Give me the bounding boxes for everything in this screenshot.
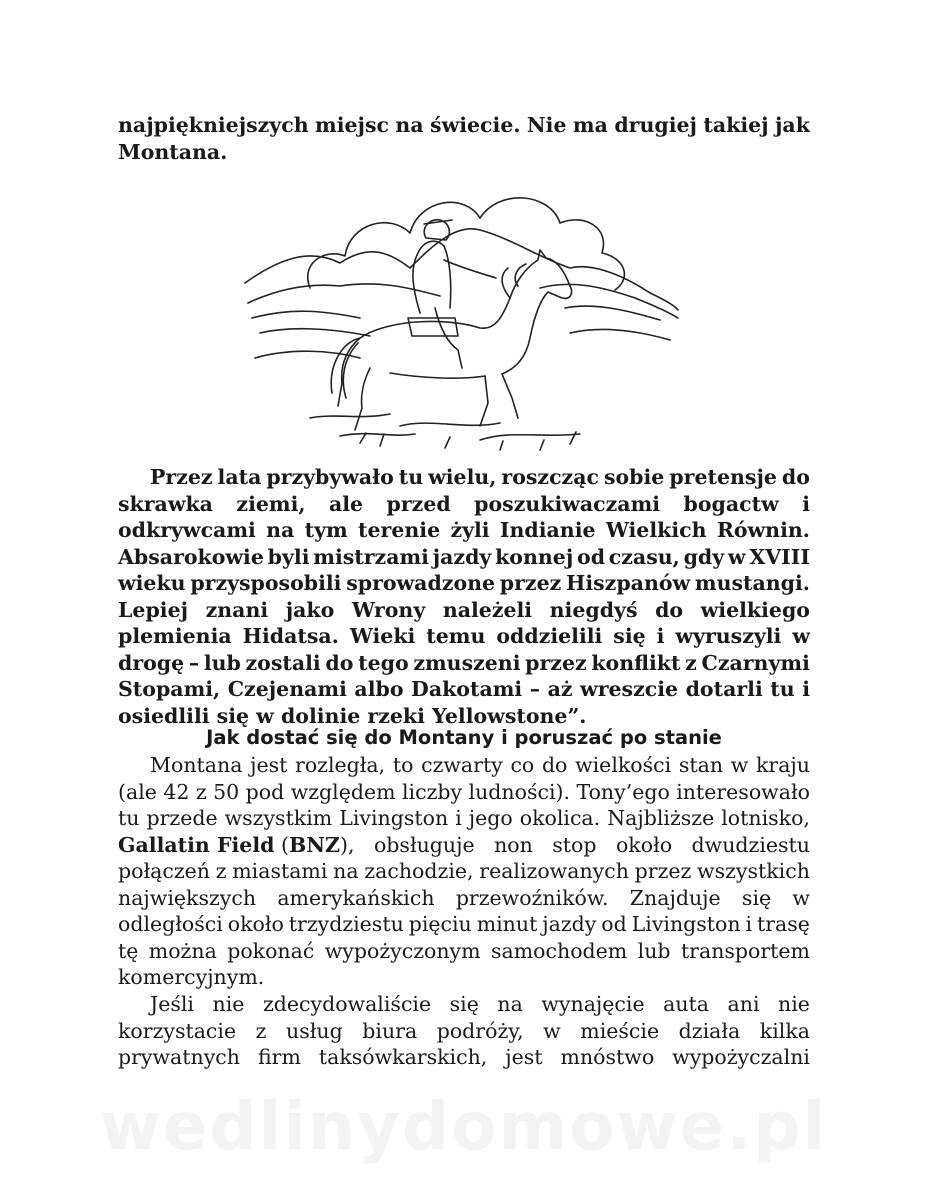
horse-rider-icon — [240, 168, 680, 458]
top-paragraph — [118, 112, 810, 165]
text-line: osiedlili się w dolinie rzeki Yellowstone”. — [118, 703, 587, 728]
text-line: połączeń z miastami na zachodzie, realizowanych przez wszystkich — [118, 859, 810, 883]
text-line: Jeśli nie zdecydowaliście się na wynajęcie auta ani nie — [150, 992, 810, 1016]
paragraph-taxi — [118, 991, 810, 1071]
text-line: drogę – lub zostali do tego zmuszeni przez konflikt z Czarnymi — [118, 650, 810, 675]
section-heading: Jak dostać się do Montany i poruszać po stanie — [206, 726, 722, 749]
text-line: skrawka ziemi, ale przed poszukiwaczami bogactw i — [118, 491, 810, 516]
text-line: Montana jest rozległa, to czwarty co do wielkości stan w kraju — [150, 753, 810, 777]
text-line: (ale 42 z 50 pod względem liczby ludności). Tony’ego interesowało — [118, 779, 810, 804]
text-line: największych amerykańskich przewoźników. Znajduje się w — [118, 885, 810, 910]
text-line: odkrywcami na tym terenie żyli Indianie Wielkich Równin. — [118, 518, 810, 542]
watermark: wedlinydomowe.pl — [99, 1088, 828, 1165]
text-line: Przez lata przybywało tu wielu, roszcząc sobie pretensje do — [150, 465, 810, 489]
paragraph-history — [118, 464, 810, 729]
text-line: tę można pokonać wypożyczonym samochodem lub transportem — [118, 938, 810, 963]
text-line: odległości około trzydziestu pięciu minut jazdy od Livingston i trasę — [118, 912, 810, 936]
text-line: tu przede wszystkim Livingston i jego okolica. Najbliższe lotnisko, — [118, 806, 810, 830]
text-line: prywatnych firm taksówkarskich, jest mnóstwo wypożyczalni — [118, 1045, 810, 1069]
text-line: najpiękniejszych miejsc na świecie. Nie ma drugiej takiej jak — [118, 113, 810, 137]
text-line: Lepiej znani jako Wrony należeli niegdyś do wielkiego — [118, 597, 810, 622]
text-line: wieku przysposobili sprowadzone przez Hiszpanów mustangi. — [118, 571, 810, 595]
text-line: Gallatin Field (BNZ), obsługuje non stop około dwudziestu — [118, 832, 810, 857]
text-line: Montana. — [118, 139, 228, 164]
text-line: komercyjnym. — [118, 965, 265, 989]
text-line: plemienia Hidatsa. Wieki temu oddzielili się i wyruszyli w — [118, 624, 810, 648]
text-line: Stopami, Czejenami albo Dakotami – aż wreszcie dotarli tu i — [118, 677, 810, 701]
paragraph-transport — [118, 752, 810, 991]
airport-name: Gallatin Field (BNZ), — [118, 832, 355, 857]
text-line: Absarokowie byli mistrzami jazdy konnej od czasu, gdy w XVIII — [118, 544, 810, 569]
text-line: korzystacie z usług biura podróży, w mieście działa kilka — [118, 1018, 810, 1043]
